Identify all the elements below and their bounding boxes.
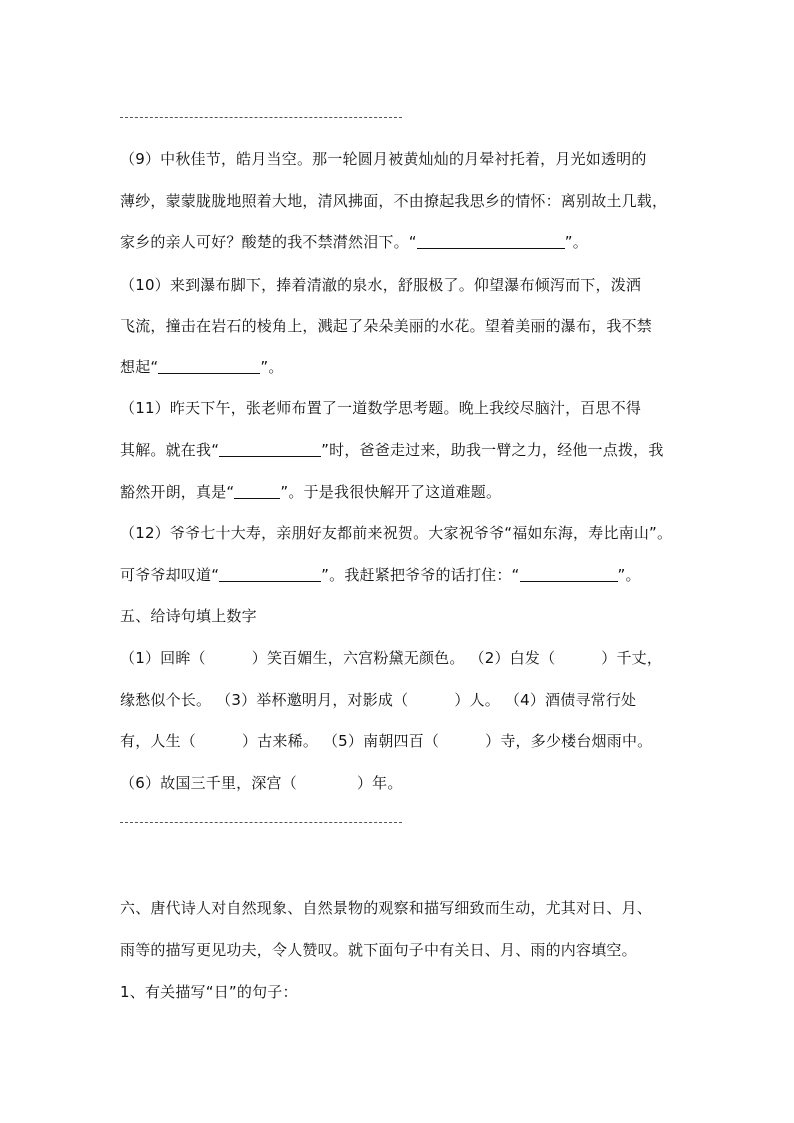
fill-blank[interactable] xyxy=(219,441,321,457)
text-line: （9）中秋佳节，皓月当空。那一轮圆月被黄灿灿的月晕衬托着，月光如透明的 xyxy=(120,150,647,168)
text-line: 其解。就在我“ ”时，爸爸走过来，助我一臂之力，经他一点拨，我 xyxy=(120,441,664,459)
section-heading: 五、给诗句填上数字 xyxy=(120,607,257,625)
fill-blank[interactable] xyxy=(219,566,321,582)
fill-blank[interactable] xyxy=(158,358,260,374)
separator-bottom xyxy=(120,822,402,823)
text-line: （6）故国三千里，深宫（ ）年。 xyxy=(120,774,403,792)
text-line: 想起“ ”。 xyxy=(120,358,284,376)
text-line: （10）来到瀑布脚下，捧着清澈的泉水，舒服极了。仰望瀑布倾泻而下，泼洒 xyxy=(120,276,642,294)
text-line: 有，人生（ ）古来稀。 （5）南朝四百（ ）寺，多少楼台烟雨中。 xyxy=(120,732,653,750)
text-line: 缘愁似个长。 （3）举杯邀明月，对影成（ ）人。 （4）酒债寻常行处 xyxy=(120,691,637,709)
text-line: （12）爷爷七十大寿，亲朋好友都前来祝贺。大家祝爷爷“福如东海，寿比南山”。 xyxy=(120,524,673,542)
text-line: 1、有关描写“日”的句子： xyxy=(120,983,298,1001)
text-line: 雨等的描写更见功夫，令人赞叹。就下面句子中有关日、月、雨的内容填空。 xyxy=(120,941,637,959)
section-heading: 六、唐代诗人对自然现象、自然景物的观察和描写细致而生动，尤其对日、月、 xyxy=(120,899,653,917)
text-line: 飞流，撞击在岩石的棱角上，溅起了朵朵美丽的水花。望着美丽的瀑布，我不禁 xyxy=(120,317,653,335)
fill-blank[interactable] xyxy=(417,233,565,249)
text-line: 家乡的亲人可好？酸楚的我不禁潸然泪下。“ ”。 xyxy=(120,233,588,251)
text-line: 可爷爷却叹道“ ”。我赶紧把爷爷的话打住：“ ”。 xyxy=(120,566,641,584)
text-line: （1）回眸（ ）笑百媚生，六宫粉黛无颜色。 （2）白发（ ）千丈， xyxy=(120,649,663,667)
text-line: 豁然开朗，真是“ ”。于是我很快解开了这道难题。 xyxy=(120,483,502,501)
fill-blank[interactable] xyxy=(234,483,280,499)
separator-top xyxy=(120,117,402,118)
text-line: （11）昨天下午，张老师布置了一道数学思考题。晚上我绞尽脑汁，百思不得 xyxy=(120,399,642,417)
text-line: 薄纱，蒙蒙胧胧地照着大地，清风拂面，不由撩起我思乡的情怀：离别故土几载， xyxy=(120,192,668,210)
fill-blank[interactable] xyxy=(520,566,618,582)
